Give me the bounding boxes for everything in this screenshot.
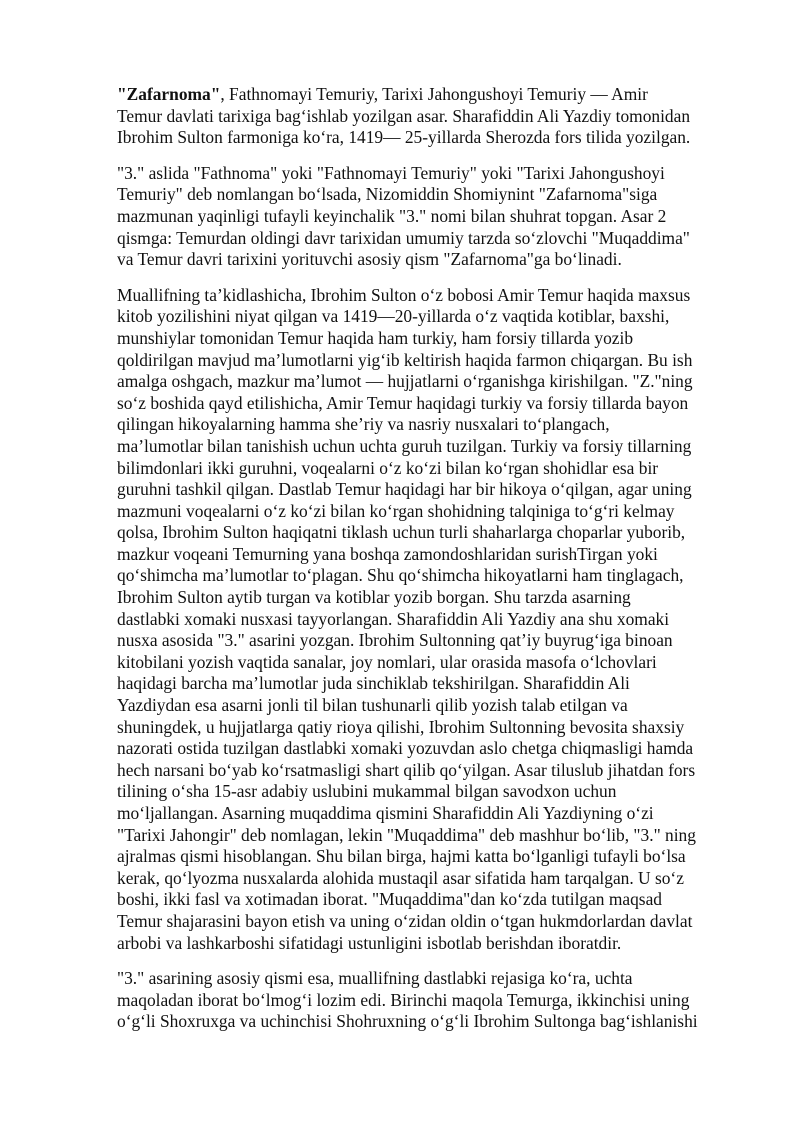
text-line: kitob yozilishini niyat qilgan va 1419—20-yillarda o‘z vaqtida kotiblar, baxshi, [117, 306, 670, 327]
paragraph-structure [117, 968, 743, 1033]
text-line: qolsa, Ibrohim Sulton haqiqatni tiklash uchun turli shaharlarga choparlar yuborib, [117, 522, 686, 543]
text-line: so‘z boshida qayd etilishicha, Amir Temur haqidagi turkiy va forsiy tillarda bayon [117, 392, 689, 413]
paragraph-intro [117, 84, 743, 149]
text-line: kerak, qo‘lyozma nusxalarda alohida mustaqil asar sifatida ham tarqalgan. U so‘z [117, 867, 684, 888]
text-line: "Tarixi Jahongir" deb nomlagan, lekin "Muqaddima" deb mashhur bo‘lib, "3." ning [117, 824, 696, 845]
paragraph-history [117, 285, 743, 954]
text-line: kitobilani yozish vaqtida sanalar, joy nomlari, ular orasida masofa o‘lchovlari [117, 651, 657, 672]
text-line: Ibrohim Sulton farmoniga ko‘ra, 1419— 25-yillarda Sherozda fors tilida yozilgan. [117, 127, 691, 148]
text-line: Temur shajarasini bayon etish va uning o‘zidan oldin o‘tgan hukmdorlardan davlat [117, 910, 693, 931]
text-line: qilingan hikoyalarning hamma she’riy va nasriy nusxalari to‘plangach, [117, 414, 610, 435]
document-page [117, 84, 743, 1047]
text-line: nazorati ostida tuzilgan dastlabki xomaki yozuvdan aslo chetga chiqmasligi hamda [117, 738, 694, 759]
text-line: haqidagi barcha ma’lumotlar juda sinchiklab tekshirilgan. Sharafiddin Ali [117, 673, 630, 694]
text-line: o‘g‘li Shoxruxga va uchinchisi Shohruxning o‘g‘li Ibrohim Sultonga bag‘ishlanishi [117, 1011, 698, 1032]
text-line: mazmunan yaqinligi tufayli keyinchalik "3." nomi bilan shuhrat topgan. Asar 2 [117, 205, 667, 226]
text-line: ma’lumotlar bilan tanishish uchun uchta guruh tuzilgan. Turkiy va forsiy tillarning [117, 435, 692, 456]
text-line: munshiylar tomonidan Temur haqida ham turkiy, ham forsiy tillarda yozib [117, 327, 634, 348]
text-line: Ibrohim Sulton aytib turgan va kotiblar yozib borgan. Shu tarzda asarning [117, 587, 631, 608]
text-line-segment: , Fathnomayi Temuriy, Tarixi Jahongushoyi Temuriy — Amir [220, 84, 648, 104]
text-line: ajralmas qismi hisoblangan. Shu bilan birga, hajmi katta bo‘lganligi tufayli bo‘lsa [117, 846, 686, 867]
text-line: va Temur davri tarixini yorituvchi asosiy qism "Zafarnoma"ga bo‘linadi. [117, 249, 622, 270]
text-line: amalga oshgach, mazkur ma’lumot — hujjatlarni o‘rganishga kirishilgan. "Z."ning [117, 371, 693, 392]
text-line: mo‘ljallangan. Asarning muqaddima qismini Sharafiddin Ali Yazdiyning o‘zi [117, 803, 654, 823]
text-line: arbobi va lashkarboshi sifatidagi ustunligini isbotlab berishdan iboratdir. [117, 932, 622, 953]
text-line: Temur davlati tarixiga bag‘ishlab yozilgan asar. Sharafiddin Ali Yazdiy tomonidan [117, 105, 691, 126]
text-line: Muallifning ta’kidlashicha, Ibrohim Sulton o‘z bobosi Amir Temur haqida maxsus [117, 284, 691, 305]
text-line: bilimdonlari ikki guruhni, voqealarni o‘z ko‘zi bilan ko‘rgan shohidlar esa bir [117, 457, 659, 478]
text-line [117, 84, 743, 106]
text-line: Yazdiydan esa asarni jonli til bilan tushunarli qilib yozish talab etilgan va [117, 695, 628, 716]
text-line: mazkur voqeani Temurning yana boshqa zamondoshlaridan surishTirgan yoki [117, 543, 658, 564]
text-line: "3." aslida "Fathnoma" yoki "Fathnomayi Temuriy" yoki "Tarixi Jahongushoyi [117, 162, 665, 183]
text-line: qismga: Temurdan oldingi davr tarixidan umumiy tarzda so‘zlovchi "Muqaddima" [117, 227, 690, 248]
text-line: maqoladan iborat bo‘lmog‘i lozim edi. Birinchi maqola Temurga, ikkinchisi uning [117, 989, 690, 1010]
text-line: mazmuni voqealarni o‘z ko‘zi bilan ko‘rgan shohidning talqiniga to‘g‘ri kelmay [117, 500, 675, 521]
text-line: boshi, ikki fasl va xotimadan iborat. "Muqaddima"dan ko‘zda tutilgan maqsad [117, 889, 662, 910]
text-line: qo‘shimcha ma’lumotlar to‘plagan. Shu qo‘shimcha hikoyatlarni ham tinglagach, [117, 565, 684, 586]
text-line: Temuriy" deb nomlangan bo‘lsada, Nizomiddin Shomiynint "Zafarnoma"siga [117, 184, 658, 205]
text-line: hech narsani bo‘yab ko‘rsatmasligi shart qilib qo‘yilgan. Asar tiluslub jihatdan fors [117, 759, 696, 780]
text-line: nusxa asosida "3." asarini yozgan. Ibrohim Sultonning qat’iy buyrug‘iga binoan [117, 630, 673, 651]
text-line: shuningdek, u hujjatlarga qatiy rioya qilishi, Ibrohim Sultonning bevosita shaxsiy [117, 716, 685, 737]
text-line: guruhni tashkil qilgan. Dastlab Temur haqidagi har bir hikoya o‘qilgan, agar uning [117, 479, 692, 500]
text-line: "3." asarining asosiy qismi esa, muallifning dastlabki rejasiga ko‘ra, uchta [117, 968, 633, 989]
text-line: tilining o‘sha 15-asr adabiy uslubini mukammal bilgan savodxon uchun [117, 781, 617, 802]
text-line: dastlabki xomaki nusxasi tayyorlangan. Sharafiddin Ali Yazdiy ana shu xomaki [117, 608, 670, 629]
title-term: "Zafarnoma" [117, 84, 221, 104]
text-line: qoldirilgan mavjud ma’lumotlarni yig‘ib keltirish haqida farmon chiqargan. Bu ish [117, 349, 693, 370]
paragraph-naming [117, 163, 743, 271]
